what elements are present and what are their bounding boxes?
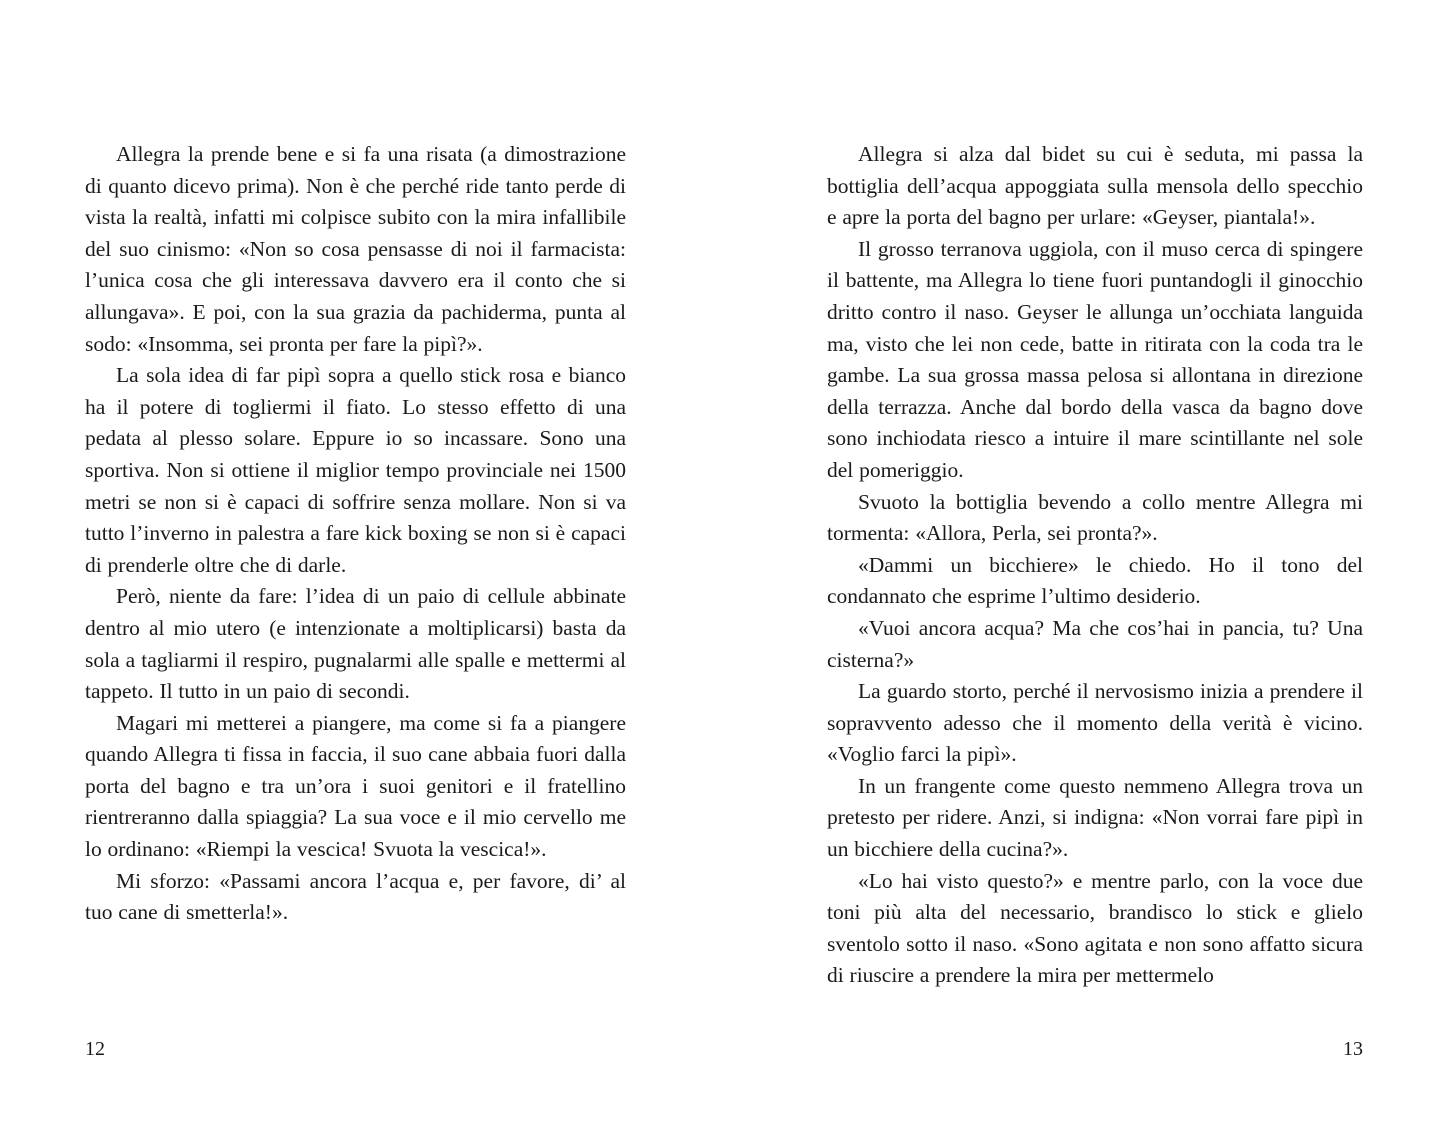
paragraph: La sola idea di far pipì sopra a quello stick rosa e bianco ha il potere di togliermi il fiato. Lo stesso effetto di una pedata al plesso solare. Eppure io so incassare. Sono una sportiva. Non si ottiene il miglior tempo provinciale nei 1500 metri se non si è capaci di soffrire senza mollare. Non si va tutto l’inverno in palestra a fare kick boxing se non si è capaci di prenderle oltre che di darle. [85, 363, 626, 577]
paragraph: Svuoto la bottiglia bevendo a collo mentre Allegra mi tormenta: «Allora, Perla, sei pronta?». [827, 489, 1363, 546]
page-right-text-column [827, 139, 1363, 992]
paragraph: Allegra la prende bene e si fa una risata (a dimostrazione di quanto dicevo prima). Non è che perché ride tanto perde di vista la realtà, infatti mi colpisce subito con la mira infallibile del suo cinismo: «Non so cosa pensasse di noi il farmacista: l’unica cosa che gli interessava davvero era il conto che si allungava». E poi, con la sua grazia da pachiderma, punta al sodo: «Insomma, sei pronta per fare la pipì?». [85, 142, 626, 356]
paragraph: La guardo storto, perché il nervosismo inizia a prendere il sopravvento adesso che il momento della verità è vicino. «Voglio farci la pipì». [827, 679, 1363, 767]
paragraph: Però, niente da fare: l’idea di un paio di cellule abbinate dentro al mio utero (e intenzionate a moltiplicarsi) basta da sola a tagliarmi il respiro, pugnalarmi alle spalle e mettermi al tappeto. Il tutto in un paio di secondi. [85, 584, 626, 704]
paragraph: «Vuoi ancora acqua? Ma che cos’hai in pancia, tu? Una cisterna?» [827, 615, 1363, 672]
paragraph: «Lo hai visto questo?» e mentre parlo, con la voce due toni più alta del necessario, brandisco lo stick e glielo sventolo sotto il naso. «Sono agitata e non sono affatto sicura di riuscire a prendere la mira per mettermelo [827, 868, 1363, 988]
page-number-left: 12 [85, 1038, 105, 1060]
paragraph: Allegra si alza dal bidet su cui è seduta, mi passa la bottiglia dell’acqua appoggiata sulla mensola dello specchio e apre la porta del bagno per urlare: «Geyser, piantala!». [827, 142, 1363, 230]
paragraph: In un frangente come questo nemmeno Allegra trova un pretesto per ridere. Anzi, si indigna: «Non vorrai fare pipì in un bicchiere della cucina?». [827, 773, 1363, 862]
paragraph: «Dammi un bicchiere» le chiedo. Ho il tono del condannato che esprime l’ultimo desiderio. [827, 552, 1363, 609]
paragraph: Mi sforzo: «Passami ancora l’acqua e, per favore, di’ al tuo cane di smetterla!». [85, 868, 626, 925]
page-left-text-column [85, 139, 626, 929]
paragraph: Il grosso terranova uggiola, con il muso cerca di spingere il battente, ma Allegra lo tiene fuori puntandogli il ginocchio dritto contro il naso. Geyser le allunga un’occhiata languida ma, visto che lei non cede, batte in ritirata con la coda tra le gambe. La sua grossa massa pelosa si allontana in direzione della terrazza. Anche dal bordo della vasca da bagno dove sono inchiodata riesco a intuire il mare scintillante nel sole del pomeriggio. [827, 236, 1363, 482]
paragraph: Magari mi metterei a piangere, ma come si fa a piangere quando Allegra ti fissa in faccia, il suo cane abbaia fuori dalla porta del bagno e tra un’ora i suoi genitori e il fratellino rientreranno dalla spiaggia? La sua voce e il mio cervello me lo ordinano: «Riempi la vescica! Svuota la vescica!». [85, 710, 626, 862]
page-number-right: 13 [1343, 1038, 1363, 1060]
